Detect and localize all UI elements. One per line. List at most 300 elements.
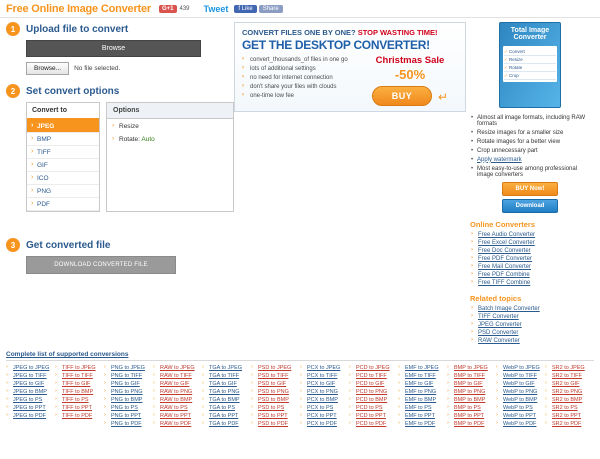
- conversion-link-item[interactable]: [104, 412, 153, 420]
- options-panel: [106, 102, 234, 212]
- conversion-link-item[interactable]: [447, 388, 496, 396]
- conversion-link-item[interactable]: [153, 372, 202, 380]
- conversion-link-item[interactable]: [55, 396, 104, 404]
- conversions-column: [398, 364, 447, 428]
- online-converter-link[interactable]: [470, 247, 590, 255]
- supported-conversions-section: [0, 351, 600, 432]
- conversion-link[interactable]: BMP to PS: [454, 405, 481, 411]
- options-header: Options: [107, 103, 233, 119]
- tweet-button[interactable]: Tweet: [203, 4, 229, 14]
- step-3-number: 3: [6, 238, 20, 252]
- conversion-link[interactable]: TGA to GIF: [209, 381, 237, 387]
- step-3-title: Get converted file: [26, 239, 111, 251]
- conversion-link-item[interactable]: [104, 388, 153, 396]
- promo-line-1a: CONVERT FILES ONE BY ONE?: [242, 28, 356, 37]
- conversion-link[interactable]: PNG to PPT: [111, 413, 142, 419]
- conversion-link[interactable]: TGA to BMP: [209, 397, 240, 403]
- conversion-link-item[interactable]: [496, 420, 545, 428]
- promo-line-1b: STOP WASTING TIME!: [357, 28, 438, 37]
- divider: [6, 360, 594, 361]
- conversion-link-item[interactable]: [398, 404, 447, 412]
- option-rotate[interactable]: [107, 132, 233, 145]
- conversion-link[interactable]: JPEG to PPT: [13, 405, 46, 411]
- conversion-link-item[interactable]: [251, 396, 300, 404]
- conversion-link-item[interactable]: [153, 380, 202, 388]
- site-header: [0, 0, 600, 18]
- link-free-doc-converter[interactable]: Free Doc Converter: [478, 248, 531, 254]
- conversion-link-item[interactable]: [6, 404, 55, 412]
- gplus-count: 439: [179, 6, 190, 12]
- conversion-link[interactable]: PCD to BMP: [356, 397, 388, 403]
- conversion-link[interactable]: RAW to BMP: [160, 397, 193, 403]
- conversion-link[interactable]: PNG to PS: [111, 405, 138, 411]
- conversion-link-item[interactable]: [55, 364, 104, 372]
- conversion-link[interactable]: JPEG to TIFF: [13, 373, 47, 379]
- conversion-link[interactable]: BMP to JPEG: [454, 365, 488, 371]
- conversion-link-item[interactable]: [251, 412, 300, 420]
- conversion-link-item[interactable]: [202, 404, 251, 412]
- conversion-link-item[interactable]: [349, 372, 398, 380]
- conversion-link-item[interactable]: [398, 372, 447, 380]
- conversion-link[interactable]: TGA to PPT: [209, 413, 239, 419]
- conversion-link-item[interactable]: [153, 388, 202, 396]
- upload-area: [26, 40, 234, 75]
- product-feature: • Almost all image formats, including RAW formats: [470, 113, 590, 128]
- link-free-excel-converter[interactable]: Free Excel Converter: [478, 240, 535, 246]
- conversion-link[interactable]: JPEG to PS: [13, 397, 43, 403]
- conversion-link[interactable]: RAW to PNG: [160, 389, 193, 395]
- conversion-link-item[interactable]: [300, 388, 349, 396]
- file-status-label: No file selected.: [74, 65, 121, 72]
- online-converter-link[interactable]: [470, 263, 590, 271]
- conversion-link[interactable]: PCX to JPEG: [307, 365, 341, 371]
- conversion-link[interactable]: EMF to PS: [405, 405, 432, 411]
- conversion-link-item[interactable]: [496, 380, 545, 388]
- browse-button[interactable]: Browse...: [26, 62, 69, 75]
- conversion-link-item[interactable]: [202, 396, 251, 404]
- conversion-link[interactable]: TGA to PS: [209, 405, 235, 411]
- promo-headline: GET THE DESKTOP CONVERTER!: [242, 38, 430, 52]
- product-feature: • Rotate images for a better view: [470, 137, 590, 146]
- conversion-link[interactable]: PSD to PNG: [258, 389, 289, 395]
- conversion-link-item[interactable]: [447, 380, 496, 388]
- conversion-link-item[interactable]: [104, 364, 153, 372]
- conversion-link[interactable]: PCX to PNG: [307, 389, 338, 395]
- product-box-title: Total Image Converter: [510, 27, 550, 42]
- conversion-link-item[interactable]: [300, 404, 349, 412]
- conversion-link-item[interactable]: [251, 404, 300, 412]
- facebook-buttons[interactable]: [234, 5, 282, 13]
- conversion-link[interactable]: TIFF to TIFF: [62, 373, 93, 379]
- conversion-link-item[interactable]: [55, 412, 104, 420]
- product-feature: • Crop unnecessary part: [470, 146, 590, 155]
- online-converter-link[interactable]: [470, 231, 590, 239]
- conversion-link-item[interactable]: [251, 420, 300, 428]
- conversion-link-item[interactable]: [496, 412, 545, 420]
- conversion-link[interactable]: PNG to BMP: [111, 397, 143, 403]
- product-box-features: [503, 46, 557, 82]
- conversion-link-item[interactable]: [6, 364, 55, 372]
- conversion-link[interactable]: PCD to PDF: [356, 421, 387, 427]
- conversion-link-item[interactable]: [251, 388, 300, 396]
- upload-dropzone[interactable]: Browse: [26, 40, 201, 57]
- conversion-link[interactable]: SR2 to PPT: [552, 413, 582, 419]
- option-rotate-label: Rotate:: [119, 136, 140, 143]
- online-converter-link[interactable]: [470, 271, 590, 279]
- conversion-link[interactable]: TGA to TIFF: [209, 373, 240, 379]
- conversions-column: [447, 364, 496, 428]
- conversion-link-item[interactable]: [300, 412, 349, 420]
- format-list-header: Convert to: [27, 103, 99, 120]
- conversion-link[interactable]: EMF to PPT: [405, 413, 435, 419]
- online-converter-link[interactable]: [470, 239, 590, 247]
- product-boxshot: [499, 22, 561, 108]
- conversions-column: [202, 364, 251, 428]
- conversion-link[interactable]: BMP to GIF: [454, 381, 483, 387]
- option-rotate-value: Auto: [141, 136, 155, 143]
- conversion-link[interactable]: WebP to BMP: [503, 397, 538, 403]
- conversion-link-item[interactable]: [447, 396, 496, 404]
- link-batch-image-converter[interactable]: Batch Image Converter: [478, 306, 540, 312]
- conversion-link[interactable]: EMF to GIF: [405, 381, 434, 387]
- link-free-mail-converter[interactable]: Free Mail Converter: [478, 264, 532, 270]
- conversion-link-item[interactable]: [496, 404, 545, 412]
- online-converter-link[interactable]: [470, 255, 590, 263]
- conversion-link-item[interactable]: [202, 412, 251, 420]
- conversion-link[interactable]: WebP to PDF: [503, 421, 537, 427]
- conversion-link[interactable]: PCD to GIF: [356, 381, 385, 387]
- conversions-column: [300, 364, 349, 428]
- sale-title: Christmas Sale: [375, 55, 445, 66]
- conversion-link[interactable]: PCX to PPT: [307, 413, 337, 419]
- conversion-link[interactable]: PSD to GIF: [258, 381, 287, 387]
- conversion-link[interactable]: WebP to TIFF: [503, 373, 537, 379]
- product-feature: • Most easy-to-use among professional image converters: [470, 164, 590, 179]
- conversion-link-item[interactable]: [349, 412, 398, 420]
- link-tiff-converter[interactable]: TIFF Converter: [478, 314, 519, 320]
- product-feature: • Resize images for a smaller size: [470, 128, 590, 137]
- conversions-column: [496, 364, 545, 428]
- conversion-link[interactable]: RAW to PPT: [160, 413, 191, 419]
- conversion-link[interactable]: JPEG to GIF: [13, 381, 45, 387]
- conversion-link-item[interactable]: [153, 404, 202, 412]
- conversion-link-item[interactable]: [55, 372, 104, 380]
- link-raw-converter[interactable]: RAW Converter: [478, 338, 520, 344]
- conversion-link-item[interactable]: [6, 380, 55, 388]
- conversion-link-item[interactable]: [300, 364, 349, 372]
- conversion-link[interactable]: RAW to TIFF: [160, 373, 192, 379]
- conversion-link[interactable]: PCD to PNG: [356, 389, 388, 395]
- related-topic-link[interactable]: [470, 321, 590, 329]
- conversion-link[interactable]: WebP to GIF: [503, 381, 535, 387]
- conversion-link-item[interactable]: [55, 404, 104, 412]
- conversion-link[interactable]: WebP to PS: [503, 405, 533, 411]
- conversion-link[interactable]: JPEG to BMP: [13, 389, 47, 395]
- conversion-link-item[interactable]: [447, 420, 496, 428]
- conversion-link[interactable]: SR2 to TIFF: [552, 373, 582, 379]
- conversion-link[interactable]: PSD to PDF: [258, 421, 288, 427]
- promo-column: [234, 22, 466, 345]
- conversion-link[interactable]: EMF to TIFF: [405, 373, 436, 379]
- step-1-header: [6, 22, 234, 36]
- conversion-link[interactable]: TGA to PNG: [209, 389, 240, 395]
- conversion-link-item[interactable]: [202, 388, 251, 396]
- promo-bullet: › no need for internet connection: [242, 73, 362, 82]
- box-feature: ✓ Resize: [504, 56, 556, 64]
- conversions-column: [153, 364, 202, 428]
- conversion-link[interactable]: PSD to JPEG: [258, 365, 292, 371]
- discount-value: -50%: [394, 67, 426, 82]
- format-option-ico[interactable]: › ICO: [27, 172, 99, 185]
- desktop-converter-promo[interactable]: [234, 22, 466, 112]
- conversion-link[interactable]: PCX to PS: [307, 405, 334, 411]
- conversion-link[interactable]: PNG to PDF: [111, 421, 142, 427]
- step-1-number: 1: [6, 22, 20, 36]
- format-option-gif[interactable]: › GIF: [27, 159, 99, 172]
- conversion-link-item[interactable]: [251, 372, 300, 380]
- conversion-link-item[interactable]: [398, 388, 447, 396]
- conversion-link-item[interactable]: [251, 380, 300, 388]
- conversion-link[interactable]: TIFF to BMP: [62, 389, 94, 395]
- conversion-link-item[interactable]: [545, 388, 594, 396]
- conversion-link-item[interactable]: [398, 364, 447, 372]
- format-option-jpeg[interactable]: › JPEG: [27, 120, 99, 133]
- format-option-bmp[interactable]: › BMP: [27, 133, 99, 146]
- conversion-link-item[interactable]: [496, 388, 545, 396]
- conversion-link-item[interactable]: [6, 412, 55, 420]
- conversion-link[interactable]: RAW to JPEG: [160, 365, 195, 371]
- format-option-tiff[interactable]: › TIFF: [27, 146, 99, 159]
- file-input-row: [26, 62, 234, 75]
- conversion-link-item[interactable]: [349, 364, 398, 372]
- conversion-link[interactable]: RAW to GIF: [160, 381, 190, 387]
- conversion-link[interactable]: PNG to GIF: [111, 381, 140, 387]
- conversions-columns: [6, 364, 594, 428]
- conversion-link-item[interactable]: [349, 396, 398, 404]
- format-option-png[interactable]: › PNG: [27, 185, 99, 198]
- facebook-share-button[interactable]: Share: [259, 5, 283, 13]
- page-title: Free Online Image Converter: [6, 3, 151, 15]
- conversion-link-item[interactable]: [251, 364, 300, 372]
- product-feature-watermark[interactable]: [470, 155, 590, 164]
- box-feature: ✓ Crop: [504, 72, 556, 80]
- conversion-link-item[interactable]: [545, 420, 594, 428]
- conversion-link[interactable]: EMF to JPEG: [405, 365, 439, 371]
- conversion-link-item[interactable]: [104, 396, 153, 404]
- conversion-link-item[interactable]: [104, 372, 153, 380]
- conversion-link-item[interactable]: [202, 364, 251, 372]
- conversion-link-item[interactable]: [300, 372, 349, 380]
- conversion-link[interactable]: TIFF to GIF: [62, 381, 91, 387]
- conversion-link-item[interactable]: [104, 420, 153, 428]
- conversion-link[interactable]: BMP to TIFF: [454, 373, 485, 379]
- conversions-column: [349, 364, 398, 428]
- conversion-link-item[interactable]: [202, 420, 251, 428]
- step-3-header: [6, 238, 234, 252]
- conversion-link[interactable]: TIFF to PPT: [62, 405, 92, 411]
- conversion-link[interactable]: WebP to JPEG: [503, 365, 540, 371]
- conversion-link-item[interactable]: [349, 420, 398, 428]
- conversion-link[interactable]: EMF to BMP: [405, 397, 437, 403]
- conversion-link[interactable]: SR2 to PDF: [552, 421, 582, 427]
- conversion-link[interactable]: BMP to PDF: [454, 421, 485, 427]
- complete-list-link[interactable]: Complete list of supported conversions: [6, 351, 129, 358]
- conversion-link-item[interactable]: [398, 412, 447, 420]
- conversion-link-item[interactable]: [398, 396, 447, 404]
- conversion-link-item[interactable]: [153, 396, 202, 404]
- conversions-column: [104, 364, 153, 428]
- conversion-link[interactable]: SR2 to PS: [552, 405, 578, 411]
- online-converters-title: Online Converters: [470, 220, 536, 229]
- conversion-link-item[interactable]: [55, 388, 104, 396]
- conversion-link[interactable]: TIFF to JPEG: [62, 365, 96, 371]
- conversion-link[interactable]: PCD to TIFF: [356, 373, 387, 379]
- conversion-link[interactable]: SR2 to BMP: [552, 397, 583, 403]
- conversion-link-item[interactable]: [545, 372, 594, 380]
- conversion-link[interactable]: TIFF to PS: [62, 397, 89, 403]
- link-psd-converter[interactable]: PSD Converter: [478, 330, 519, 336]
- conversion-link[interactable]: PSD to PS: [258, 405, 285, 411]
- conversion-link[interactable]: PNG to TIFF: [111, 373, 143, 379]
- conversion-link-item[interactable]: [545, 404, 594, 412]
- promo-bullet: › one-time low fee: [242, 91, 362, 100]
- promo-line-1: [242, 28, 458, 37]
- promo-body: [242, 55, 458, 106]
- conversion-link[interactable]: EMF to PNG: [405, 389, 437, 395]
- conversion-link[interactable]: WebP to PNG: [503, 389, 538, 395]
- conversion-link-item[interactable]: [104, 380, 153, 388]
- option-resize[interactable]: [107, 119, 233, 132]
- conversion-link[interactable]: BMP to BMP: [454, 397, 486, 403]
- conversion-link-item[interactable]: [349, 380, 398, 388]
- conversion-link[interactable]: TGA to PDF: [209, 421, 239, 427]
- promo-offer: [362, 55, 458, 106]
- conversion-link-item[interactable]: [447, 364, 496, 372]
- conversion-link[interactable]: PSD to PPT: [258, 413, 288, 419]
- promo-bullet: › convert_thousands_of files in one go: [242, 55, 362, 64]
- link-jpeg-converter[interactable]: JPEG Converter: [478, 322, 522, 328]
- promo-bullet-list: [242, 55, 362, 106]
- conversion-link[interactable]: TGA to JPEG: [209, 365, 243, 371]
- promo-bullet: › don't share your files with clouds: [242, 82, 362, 91]
- conversion-link[interactable]: PCD to PS: [356, 405, 383, 411]
- google-plus-button[interactable]: [159, 5, 190, 13]
- conversion-link-item[interactable]: [6, 372, 55, 380]
- conversion-link-item[interactable]: [153, 420, 202, 428]
- conversion-link-item[interactable]: [447, 372, 496, 380]
- link-free-pdf-combine[interactable]: Free PDF Combine: [478, 272, 530, 278]
- link-free-tiff-combine[interactable]: Free TIFF Combine: [478, 280, 531, 286]
- promo-bullet: › lots of additional settings: [242, 64, 362, 73]
- conversion-link[interactable]: PCX to BMP: [307, 397, 338, 403]
- conversion-link[interactable]: WebP to PPT: [503, 413, 537, 419]
- box-feature: ✓ Convert: [504, 48, 556, 56]
- conversion-link-item[interactable]: [545, 396, 594, 404]
- conversion-link[interactable]: PNG to JPEG: [111, 365, 145, 371]
- gplus-icon[interactable]: G+1: [159, 5, 177, 13]
- conversion-link[interactable]: SR2 to JPEG: [552, 365, 585, 371]
- related-topic-link[interactable]: [470, 329, 590, 337]
- conversion-link[interactable]: RAW to PS: [160, 405, 188, 411]
- buy-now-button[interactable]: BUY Now!: [502, 182, 558, 196]
- conversion-link-item[interactable]: [300, 420, 349, 428]
- step-2-number: 2: [6, 84, 20, 98]
- conversion-link[interactable]: BMP to PPT: [454, 413, 485, 419]
- link-free-pdf-converter[interactable]: Free PDF Converter: [478, 256, 533, 262]
- conversion-link-item[interactable]: [496, 396, 545, 404]
- conversion-link-item[interactable]: [496, 372, 545, 380]
- related-topic-link[interactable]: [470, 337, 590, 345]
- conversion-link[interactable]: SR2 to GIF: [552, 381, 580, 387]
- conversion-link[interactable]: PCX to GIF: [307, 381, 336, 387]
- conversion-link[interactable]: PCD to JPEG: [356, 365, 390, 371]
- conversion-link[interactable]: PCX to TIFF: [307, 373, 338, 379]
- related-topic-link[interactable]: [470, 305, 590, 313]
- conversion-link[interactable]: TIFF to PDF: [62, 413, 93, 419]
- conversion-link-item[interactable]: [202, 380, 251, 388]
- conversion-link-item[interactable]: [55, 380, 104, 388]
- product-feature-list: [470, 113, 590, 179]
- facebook-like-button[interactable]: f Like: [234, 5, 256, 13]
- conversion-link-item[interactable]: [6, 388, 55, 396]
- conversion-link-item[interactable]: [545, 364, 594, 372]
- buy-button[interactable]: BUY: [372, 86, 432, 106]
- conversion-link[interactable]: PNG to PNG: [111, 389, 143, 395]
- conversion-link-item[interactable]: [496, 364, 545, 372]
- convert-options-panel: [26, 102, 234, 212]
- format-option-pdf[interactable]: › PDF: [27, 198, 99, 211]
- download-button[interactable]: Download: [502, 199, 558, 213]
- conversion-link-item[interactable]: [300, 380, 349, 388]
- related-topic-link[interactable]: [470, 313, 590, 321]
- conversion-link[interactable]: PCD to PPT: [356, 413, 386, 419]
- left-column: [6, 22, 234, 345]
- conversion-link[interactable]: EMF to PDF: [405, 421, 436, 427]
- step-2-title: Set convert options: [26, 85, 120, 97]
- conversion-link-item[interactable]: [104, 404, 153, 412]
- conversion-link-item[interactable]: [153, 412, 202, 420]
- conversions-column: [251, 364, 300, 428]
- conversion-link-item[interactable]: [349, 388, 398, 396]
- download-converted-file-button[interactable]: DOWNLOAD CONVERTED FILE: [26, 256, 176, 274]
- conversion-link-item[interactable]: [447, 404, 496, 412]
- conversion-link-item[interactable]: [300, 396, 349, 404]
- apply-watermark-link[interactable]: Apply watermark: [477, 156, 522, 163]
- conversion-link-item[interactable]: [447, 412, 496, 420]
- conversion-link[interactable]: BMP to PNG: [454, 389, 486, 395]
- conversion-link-item[interactable]: [153, 364, 202, 372]
- conversion-link[interactable]: JPEG to JPEG: [13, 365, 50, 371]
- conversion-link-item[interactable]: [202, 372, 251, 380]
- conversion-link[interactable]: RAW to PDF: [160, 421, 192, 427]
- curved-arrow-icon: ↵: [437, 90, 448, 105]
- conversion-link[interactable]: SR2 to PNG: [552, 389, 583, 395]
- conversion-link[interactable]: PSD to BMP: [258, 397, 289, 403]
- step-1-title: Upload file to convert: [26, 23, 129, 35]
- conversion-link[interactable]: JPEG to PDF: [13, 413, 47, 419]
- conversion-link-item[interactable]: [398, 380, 447, 388]
- conversion-link[interactable]: PCX to PDF: [307, 421, 337, 427]
- conversion-link-item[interactable]: [6, 396, 55, 404]
- conversion-link-item[interactable]: [398, 420, 447, 428]
- conversion-link-item[interactable]: [349, 404, 398, 412]
- format-list: [26, 102, 100, 212]
- online-converter-link[interactable]: [470, 279, 590, 287]
- conversion-link-item[interactable]: [545, 380, 594, 388]
- conversion-link-item[interactable]: [545, 412, 594, 420]
- conversion-link[interactable]: PSD to TIFF: [258, 373, 289, 379]
- link-free-audio-converter[interactable]: Free Audio Converter: [478, 232, 536, 238]
